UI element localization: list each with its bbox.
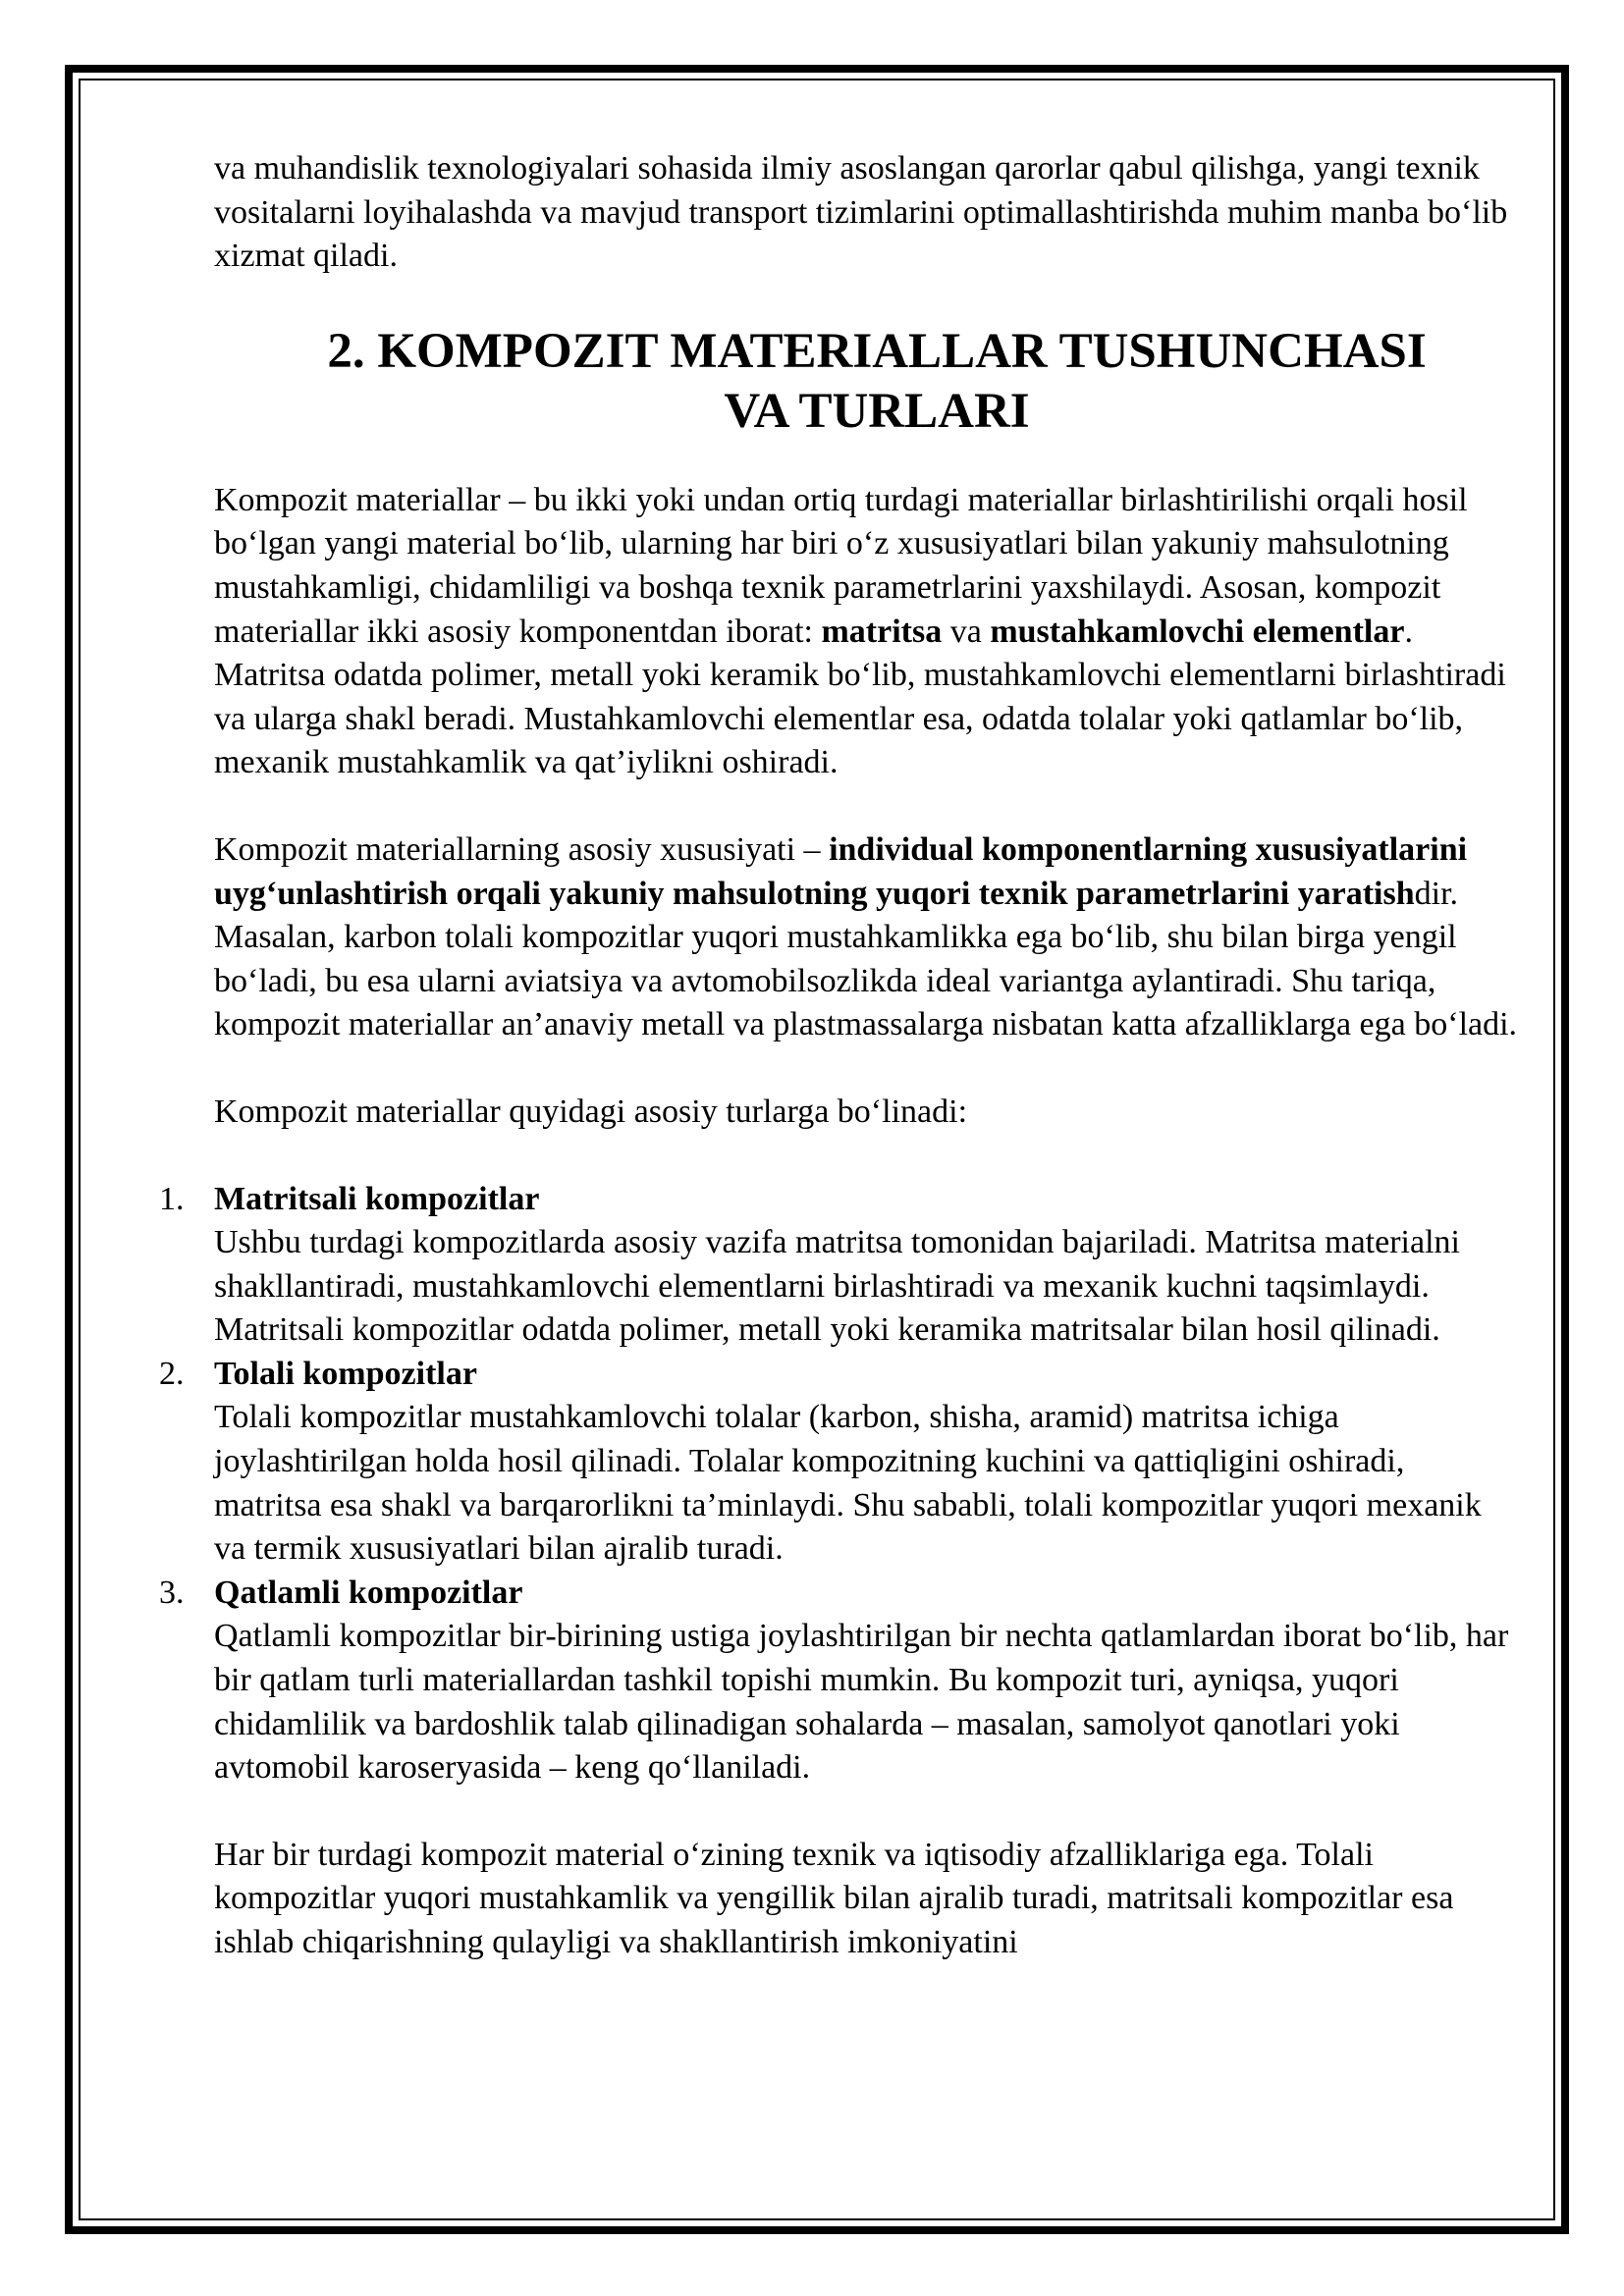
list-item-number: 2. (159, 1355, 185, 1392)
list-item (159, 1178, 1520, 1353)
paragraph-types-intro: Kompozit materiallar quyidagi asosiy turlarga bo‘linadi: (214, 1093, 968, 1130)
section-title-line-2: VA TURLARI (724, 383, 1030, 439)
intro-paragraph: va muhandislik texnologiyalari sohasida ilmiy asoslangan qarorlar qabul qilishga, yangi texnik vositalarni loyihalashda va mavjud transport tizimlarini optimallashtirishda muhim manba bo‘lib xizmat qiladi. (214, 150, 1508, 275)
paragraph-properties-end: dir. Masalan, karbon tolali kompozitlar yuqori mustahkamlikka ega bo‘lib, shu bilan birga yengil bo‘ladi, bu esa ularni aviatsiya va avtomobilsozlikda ideal variantga aylantiradi. Shu tariqa, kompozit materiallar an’anaviy metall va plastmassalarga nisbatan katta afzalliklarga ega bo‘ladi. (214, 875, 1518, 1043)
list-item-body: Qatlamli kompozitlar bir-birining ustiga joylashtirilgan bir nechta qatlamlardan iborat bo‘lib, har bir qatlam turli materiallardan tashkil topishi mumkin. Bu kompozit turi, ayniqsa, yuqori chidamlilik va bardoshlik talab qilinadigan sohalarda – masalan, samolyot qanotlari yoki avtomobil karoseryasida – keng qo‘llaniladi. (214, 1618, 1509, 1787)
document-body (159, 147, 1520, 1965)
list-item-title: Qatlamli kompozitlar (214, 1574, 523, 1611)
paragraph-definition-end: . Matritsa odatda polimer, metall yoki keramik bo‘lib, mustahkamlovchi elementlarni birlashtiradi va ularga shakl beradi. Mustahkamlovchi elementlar esa, odatda tolalar yoki qatlamlar bo‘lib, mexanik mustahkamlik va qat’iylikni oshiradi. (214, 613, 1506, 781)
composite-types-list (159, 1178, 1520, 1790)
list-item (159, 1353, 1520, 1572)
list-item-title: Matritsali kompozitlar (214, 1180, 540, 1217)
list-item-title: Tolali kompozitlar (214, 1355, 477, 1392)
paragraph-properties-start: Kompozit materiallarning asosiy xususiyati – (214, 830, 830, 868)
paragraph-advantages: Har bir turdagi kompozit material o‘zining texnik va iqtisodiy afzalliklariga ega. Tolali kompozitlar yuqori mustahkamlik va yengillik bilan ajralib turadi, matritsali kompozitlar esa ishlab chiqarishning qulayligi va shakllantirish imkoniyatini (214, 1836, 1454, 1960)
section-title (214, 322, 1520, 442)
list-item-number: 3. (159, 1574, 185, 1611)
list-item (159, 1572, 1520, 1790)
paragraph-properties (214, 828, 1520, 1047)
list-item-body: Tolali kompozitlar mustahkamlovchi tolalar (karbon, shisha, aramid) matritsa ichiga joylashtirilgan holda hosil qilinadi. Tolalar kompozitning kuchini va qattiqligini oshiradi, matritsa esa shakl va barqarorlikni ta’minlaydi. Shu sababli, tolali kompozitlar yuqori mexanik va termik xususiyatlari bilan ajralib turadi. (214, 1399, 1482, 1568)
paragraph-definition-mid: va (942, 613, 991, 650)
paragraph-definition-start: Kompozit materiallar – bu ikki yoki undan ortiq turdagi materiallar birlashtirilishi orqali hosil bo‘lgan yangi material bo‘lib, ularning har biri o‘z xususiyatlari bilan yakuniy mahsulotning mustahkamligi, chidamliligi va boshqa texnik parametrlarini yaxshilaydi. Asosan, kompozit materiallar ikki asosiy komponentdan iborat: (214, 481, 1468, 650)
term-matritsa: matritsa (821, 613, 943, 650)
section-title-line-1: 2. KOMPOZIT MATERIALLAR TUSHUNCHASI (327, 323, 1427, 379)
key-property-bold: individual komponentlarning xususiyatlarini uyg‘unlashtirish orqali yakuniy mahsulotning yuqori texnik parametrlarini yaratish (214, 830, 1468, 912)
paragraph-definition (214, 479, 1520, 785)
list-item-number: 1. (159, 1180, 185, 1217)
list-item-body: Ushbu turdagi kompozitlarda asosiy vazifa matritsa tomonidan bajariladi. Matritsa materialni shakllantiradi, mustahkamlovchi elementlarni birlashtiradi va mexanik kuchni taqsimlaydi. Matritsali kompozitlar odatda polimer, metall yoki keramika matritsalar bilan hosil qilinadi. (214, 1224, 1460, 1349)
term-mustahkamlovchi: mustahkamlovchi elementlar (990, 613, 1405, 650)
